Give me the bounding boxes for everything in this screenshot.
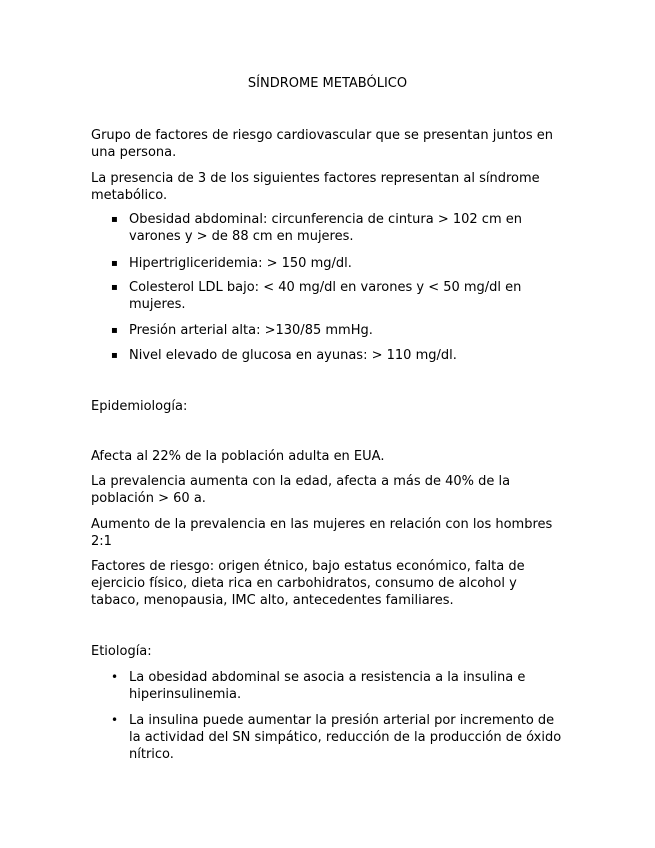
square-bullet-icon: ▪ [111, 214, 118, 225]
etiology-list-item: La obesidad abdominal se asocia a resistencia a la insulina e hiperinsulinemia. [129, 670, 526, 702]
epidemiology-heading: Epidemiología: [91, 399, 188, 414]
epidemiology-paragraph: Aumento de la prevalencia en las mujeres en relación con los hombres 2:1 [91, 517, 553, 549]
epidemiology-paragraph: Factores de riesgo: origen étnico, bajo estatus económico, falta de ejercicio físico, dieta rica en carbohidratos, consumo de alcohol y tabaco, menopausia, IMC alto, antecedentes familiares. [91, 559, 525, 608]
etiology-heading: Etiología: [91, 644, 152, 659]
square-bullet-icon: ▪ [111, 350, 118, 361]
square-bullet-icon: ▪ [111, 325, 118, 336]
intro-paragraph: Grupo de factores de riesgo cardiovascular que se presentan juntos en una persona. [91, 128, 554, 160]
factor-list-item: Colesterol LDL bajo: < 40 mg/dl en varones y < 50 mg/dl en mujeres. [129, 280, 522, 312]
factor-list-item: Obesidad abdominal: circunferencia de cintura > 102 cm en varones y > de 88 cm en mujeres. [129, 212, 522, 244]
intro-paragraph: La presencia de 3 de los siguientes factores representan al síndrome metabólico. [91, 171, 540, 203]
factor-list-item: Presión arterial alta: >130/85 mmHg. [129, 323, 373, 338]
factor-list-item: Hipertrigliceridemia: > 150 mg/dl. [129, 256, 352, 271]
epidemiology-paragraph: La prevalencia aumenta con la edad, afecta a más de 40% de la población > 60 a. [91, 474, 511, 506]
round-bullet-icon: • [111, 670, 119, 684]
epidemiology-paragraph: Afecta al 22% de la población adulta en EUA. [91, 449, 385, 464]
document-title: SÍNDROME METABÓLICO [247, 76, 408, 91]
square-bullet-icon: ▪ [111, 282, 118, 293]
factor-list-item: Nivel elevado de glucosa en ayunas: > 110 mg/dl. [129, 348, 457, 363]
etiology-list-item: La insulina puede aumentar la presión arterial por incremento de la actividad del SN simpático, reducción de la producción de óxido nítrico. [129, 713, 562, 762]
square-bullet-icon: ▪ [111, 258, 118, 269]
round-bullet-icon: • [111, 713, 119, 727]
